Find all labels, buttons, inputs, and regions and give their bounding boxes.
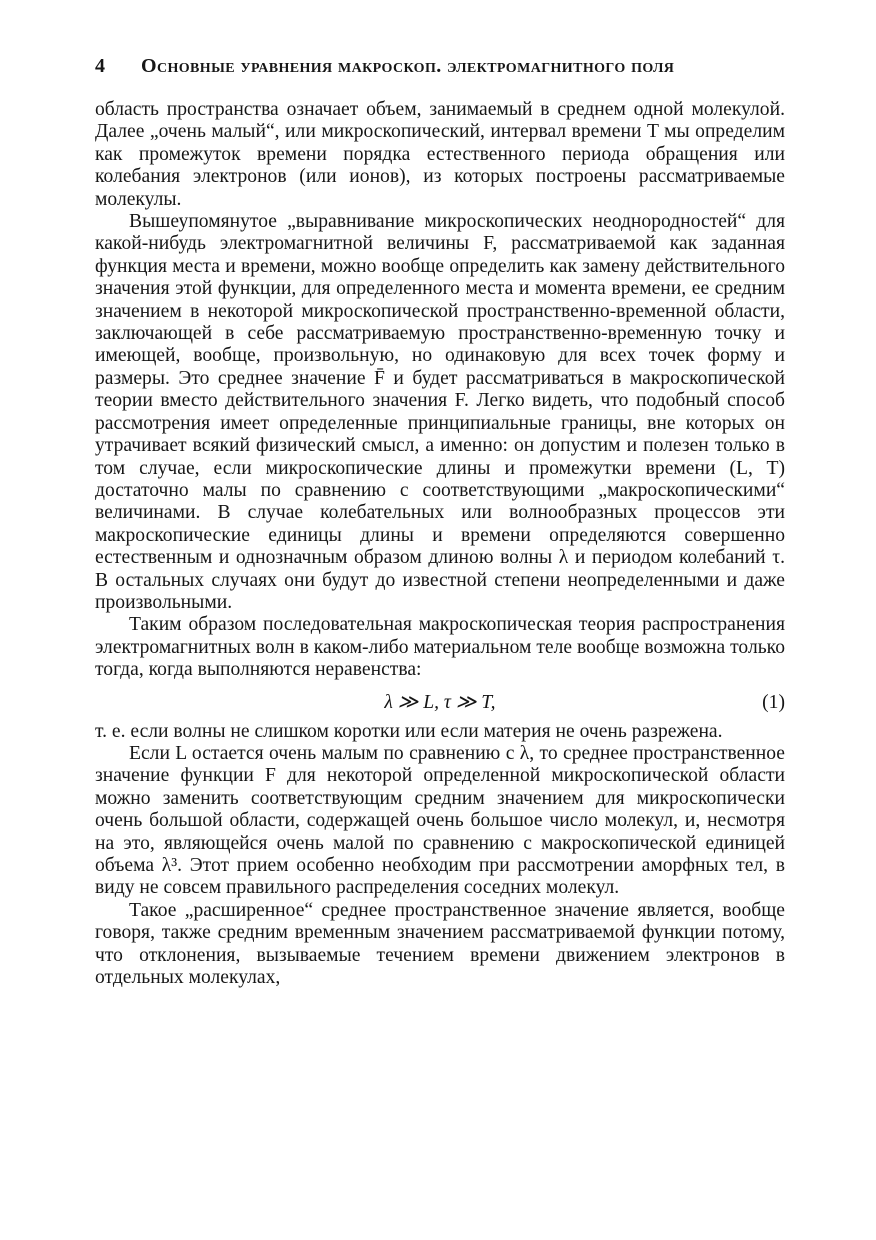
paragraph-2: Вышеупомянутое „выравнивание микроскопических неоднородностей“ для какой-нибудь электромагнитной величины F, рассматриваемой как заданная функция места и времени, можно вообще определить как замену действительного значения этой функции, для определенного места и момента времени, ее средним значением в некоторой микроскопической пространственно-временной области, заключающей в себе рассматриваемую пространственно-временную точку и имеющей, вообще, произвольную, но одинаковую для всех точек форму и размеры. Это среднее значение F̄ и будет рассматриваться в макроскопической теории вместо действительного значения F. Легко видеть, что подобный способ рассмотрения имеет определенные принципиальные границы, вне которых он утрачивает всякий физический смысл, а именно: он допустим и полезен только в том случае, если микроскопические длины и промежутки времени (L, T) достаточно малы по сравнению с соответствующими „макроскопическими“ величинами. В случае колебательных или волнообразных процессов эти макроскопические единицы длины и времени определяются совершенно естественным и однозначным образом длиною волны λ и периодом колебаний τ. В остальных случаях они будут до известной степени неопределенными и даже произвольными. xyxy=(95,211,785,613)
paragraph-6: Такое „расширенное“ среднее пространственное значение является, вообще говоря, также средним временным значением рассматриваемой функции потому, что отклонения, вызываемые течением времени движением электронов в отдельных молекулах, xyxy=(95,899,785,989)
paragraph-4: т. е. если волны не слишком коротки или если материя не очень разрежена. xyxy=(95,720,723,742)
equation-1 xyxy=(95,686,785,719)
paragraph-5: Если L остается очень малым по сравнению с λ, то среднее пространственное значение функции F для некоторой определенной микроскопической области можно заменить соответствующим средним значением для микроскопически очень большой области, содержащей очень большое число молекул, и, несмотря на это, являющейся очень малой по сравнению с макроскопической единицей объема λ³. Этот прием особенно необходим при рассмотрении аморфных тел, в виду не совсем правильного распределения соседних молекул. xyxy=(95,742,785,899)
page-number: 4 xyxy=(95,55,106,77)
page-body xyxy=(95,99,785,989)
running-header xyxy=(95,55,785,81)
paragraph-1: область пространства означает объем, занимаемый в среднем одной молекулой. Далее „очень малый“, или микроскопический, интервал времени T мы определим как промежуток времени порядка естественного периода обращения или колебания электронов (или ионов), из которых построены рассматриваемые молекулы. xyxy=(95,99,785,210)
paragraph-3: Таким образом последовательная макроскопическая теория распространения электромагнитных волн в каком-либо материальном теле вообще возможна только тогда, когда выполняются неравенства: xyxy=(95,614,785,681)
equation-formula: λ ≫ L, τ ≫ T, xyxy=(384,691,496,713)
equation-number: (1) xyxy=(762,691,785,713)
running-title: Основные уравнения макроскоп. электромагнитного поля xyxy=(141,55,675,77)
